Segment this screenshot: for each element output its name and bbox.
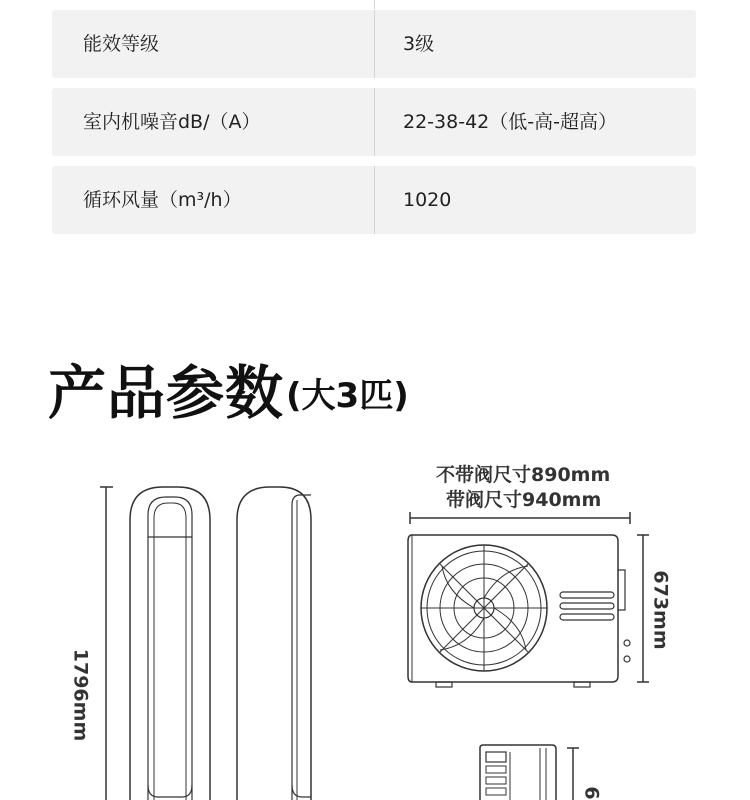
spec-value: 1020 [403, 189, 452, 211]
outdoor-depth-label: 6 [580, 786, 603, 800]
outdoor-unit-front-view [408, 535, 630, 687]
indoor-height-label: 1796mm [69, 648, 92, 742]
spec-label: 能效等级 [83, 33, 160, 55]
spec-label: 室内机噪音dB/（A） [83, 111, 261, 133]
indoor-unit-side-view [237, 487, 311, 800]
spec-label: 循环风量（m³/h） [83, 189, 242, 211]
spec-value: 22-38-42（低-高-超高） [403, 111, 617, 133]
outdoor-height-label: 673mm [649, 570, 672, 650]
outdoor-width-with-valve: 带阀尺寸940mm [446, 489, 602, 511]
section-subtitle: (大3匹) [286, 376, 409, 416]
section-title: 产品参数 [48, 359, 285, 427]
indoor-unit-front-view [130, 487, 210, 800]
outdoor-unit-side-view [480, 745, 579, 800]
outdoor-width-no-valve: 不带阀尺寸890mm [436, 464, 611, 486]
spec-value: 3级 [403, 33, 435, 55]
